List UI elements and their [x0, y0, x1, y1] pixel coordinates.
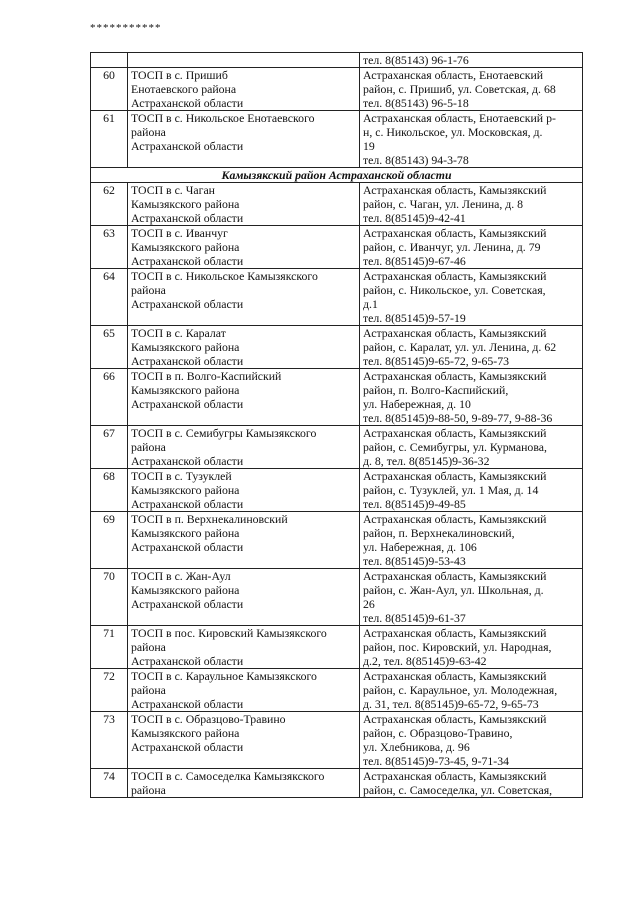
office-address-line: район, с. Чаган, ул. Ленина, д. 8	[363, 197, 524, 211]
office-name-line: района	[131, 125, 166, 139]
row-number: 60	[91, 68, 128, 111]
office-name-line: ТОСП в с. Каралат	[131, 326, 226, 340]
office-name-line: Камызякского района	[131, 197, 240, 211]
office-name-line: Астраханской области	[131, 354, 244, 368]
office-address-line: район, с. Тузуклей, ул. 1 Мая, д. 14	[363, 483, 539, 497]
office-name-line: ТОСП в с. Самоседелка Камызякского	[131, 769, 325, 783]
office-address-line: тел. 8(85145)9-57-19	[363, 311, 466, 325]
table-row	[91, 669, 583, 712]
office-name-line: ТОСП в п. Верхнекалиновский	[131, 512, 288, 526]
office-name-cell	[128, 68, 360, 111]
office-name-cell	[128, 669, 360, 712]
office-address-line: район, п. Верхнекалиновский,	[363, 526, 515, 540]
office-address-line: тел. 8(85143) 94-3-78	[363, 153, 469, 167]
office-name-line: ТОСП в с. Никольское Енотаевского	[131, 111, 315, 125]
office-name-line: Астраханской области	[131, 297, 244, 311]
region-title: Камызякский район Астраханской области	[91, 168, 583, 183]
table-row	[91, 569, 583, 626]
office-name-line: Астраханской области	[131, 497, 244, 511]
table-row	[91, 111, 583, 168]
office-name-cell	[128, 769, 360, 798]
row-number: 63	[91, 226, 128, 269]
table-row	[91, 626, 583, 669]
office-name-cell	[128, 512, 360, 569]
office-name-line: Астраханской области	[131, 597, 244, 611]
office-address-line: Астраханская область, Камызякский	[363, 712, 547, 726]
office-name-line: Камызякского района	[131, 726, 240, 740]
office-address-line: н, с. Никольское, ул. Московская, д.	[363, 125, 543, 139]
office-name-line: Камызякского района	[131, 383, 240, 397]
office-name-line: Камызякского района	[131, 526, 240, 540]
office-address-line: Астраханская область, Камызякский	[363, 626, 547, 640]
office-name-line: Астраханской области	[131, 697, 244, 711]
office-address-line: тел. 8(85145)9-65-72, 9-65-73	[363, 354, 510, 368]
office-name-line: Камызякского района	[131, 240, 240, 254]
office-address-line: д.1	[363, 297, 378, 311]
office-address-line: район, с. Самоседелка, ул. Советская,	[363, 783, 553, 797]
row-number: 62	[91, 183, 128, 226]
office-address-line: Астраханская область, Камызякский	[363, 469, 547, 483]
table-row	[91, 226, 583, 269]
office-name-line: ТОСП в с. Иванчуг	[131, 226, 228, 240]
office-address-line: Астраханская область, Камызякский	[363, 426, 547, 440]
office-address-cell	[360, 426, 583, 469]
office-address-line: ул. Набережная, д. 106	[363, 540, 477, 554]
row-number: 69	[91, 512, 128, 569]
office-address-line: район, с. Образцово-Травино,	[363, 726, 513, 740]
office-address-cell	[360, 769, 583, 798]
office-address-line: тел. 8(85145)9-67-46	[363, 254, 466, 268]
office-address-line: район, с. Каралат, ул. ул. Ленина, д. 62	[363, 340, 557, 354]
office-name-cell	[128, 712, 360, 769]
office-address-line: тел. 8(85145)9-42-41	[363, 211, 466, 225]
tosp-table	[90, 52, 583, 798]
office-address-line: тел. 8(85145)9-61-37	[363, 611, 466, 625]
table-row	[91, 183, 583, 226]
office-name-cell	[128, 53, 360, 68]
office-address-line: тел. 8(85143) 96-5-18	[363, 96, 469, 110]
office-name-line: ТОСП в п. Волго-Каспийский	[131, 369, 282, 383]
office-address-line: Астраханская область, Камызякский	[363, 669, 547, 683]
office-address-line: Астраханская область, Камызякский	[363, 269, 547, 283]
office-address-cell	[360, 569, 583, 626]
office-address-cell	[360, 469, 583, 512]
office-address-line: 26	[363, 597, 375, 611]
office-name-line: Астраханской области	[131, 654, 244, 668]
office-name-line: Астраханской области	[131, 96, 244, 110]
office-address-line: д.2, тел. 8(85145)9-63-42	[363, 654, 487, 668]
office-address-cell	[360, 512, 583, 569]
page-marker: ***********	[90, 22, 162, 34]
office-address-line: ул. Хлебникова, д. 96	[363, 740, 470, 754]
office-name-line: Камызякского района	[131, 583, 240, 597]
table-row	[91, 769, 583, 798]
office-address-line: район, с. Иванчуг, ул. Ленина, д. 79	[363, 240, 541, 254]
office-name-line: района	[131, 440, 166, 454]
office-address-cell	[360, 53, 583, 68]
office-name-cell	[128, 326, 360, 369]
row-number: 61	[91, 111, 128, 168]
region-header-row	[91, 168, 583, 183]
office-address-line: Астраханская область, Камызякский	[363, 226, 547, 240]
office-name-line: Астраханской области	[131, 540, 244, 554]
office-address-cell	[360, 369, 583, 426]
office-name-line: ТОСП в с. Тузуклей	[131, 469, 232, 483]
office-name-line: ТОСП в с. Пришиб	[131, 68, 228, 82]
table-row	[91, 712, 583, 769]
office-address-line: д. 8, тел. 8(85145)9-36-32	[363, 454, 490, 468]
office-address-line: тел. 8(85145)9-49-85	[363, 497, 466, 511]
office-name-cell	[128, 626, 360, 669]
office-name-cell	[128, 111, 360, 168]
row-number: 66	[91, 369, 128, 426]
office-address-line: район, с. Никольское, ул. Советская,	[363, 283, 546, 297]
row-number: 65	[91, 326, 128, 369]
office-name-line: Астраханской области	[131, 254, 244, 268]
office-address-cell	[360, 183, 583, 226]
office-address-line: тел. 8(85145)9-88-50, 9-89-77, 9-88-36	[363, 411, 553, 425]
office-name-cell	[128, 469, 360, 512]
row-number: 73	[91, 712, 128, 769]
office-name-line: Астраханской области	[131, 454, 244, 468]
office-name-line: ТОСП в с. Семибугры Камызякского	[131, 426, 317, 440]
office-address-line: Астраханская область, Камызякский	[363, 183, 547, 197]
office-address-cell	[360, 111, 583, 168]
office-name-line: ТОСП в пос. Кировский Камызякского	[131, 626, 327, 640]
office-name-line: Астраханской области	[131, 740, 244, 754]
table-row	[91, 426, 583, 469]
office-address-line: тел. 8(85143) 96-1-76	[363, 53, 469, 67]
office-name-cell	[128, 426, 360, 469]
office-address-line: Астраханская область, Енотаевский р-	[363, 111, 556, 125]
office-name-line: Астраханской области	[131, 211, 244, 225]
office-address-cell	[360, 712, 583, 769]
office-address-line: район, с. Караульное, ул. Молодежная,	[363, 683, 558, 697]
office-name-cell	[128, 226, 360, 269]
office-name-line: ТОСП в с. Никольское Камызякского	[131, 269, 318, 283]
office-address-line: д. 31, тел. 8(85145)9-65-72, 9-65-73	[363, 697, 539, 711]
office-name-cell	[128, 183, 360, 226]
table-row	[91, 269, 583, 326]
row-number: 64	[91, 269, 128, 326]
office-name-line: района	[131, 283, 166, 297]
office-address-line: Астраханская область, Енотаевский	[363, 68, 544, 82]
table-row-continued	[91, 53, 583, 68]
office-name-line: Астраханской области	[131, 139, 244, 153]
office-name-line: Камызякского района	[131, 483, 240, 497]
office-address-line: Астраханская область, Камызякский	[363, 512, 547, 526]
office-address-line: Астраханская область, Камызякский	[363, 326, 547, 340]
row-number: 74	[91, 769, 128, 798]
office-address-line: Астраханская область, Камызякский	[363, 369, 547, 383]
table-row	[91, 369, 583, 426]
office-name-line: ТОСП в с. Караульное Камызякского	[131, 669, 317, 683]
office-address-line: тел. 8(85145)9-73-45, 9-71-34	[363, 754, 510, 768]
office-address-cell	[360, 68, 583, 111]
office-address-cell	[360, 326, 583, 369]
office-address-line: район, пос. Кировский, ул. Народная,	[363, 640, 552, 654]
office-address-line: Астраханская область, Камызякский	[363, 569, 547, 583]
office-address-cell	[360, 269, 583, 326]
office-name-cell	[128, 369, 360, 426]
office-address-line: 19	[363, 139, 375, 153]
table-row	[91, 326, 583, 369]
row-number: 68	[91, 469, 128, 512]
office-name-line: района	[131, 640, 166, 654]
table-row	[91, 68, 583, 111]
office-address-line: район, п. Волго-Каспийский,	[363, 383, 509, 397]
office-name-line: Енотаевского района	[131, 82, 237, 96]
office-name-cell	[128, 269, 360, 326]
office-address-line: район, с. Пришиб, ул. Советская, д. 68	[363, 82, 556, 96]
row-number	[91, 53, 128, 68]
office-name-line: ТОСП в с. Образцово-Травино	[131, 712, 286, 726]
row-number: 72	[91, 669, 128, 712]
row-number: 71	[91, 626, 128, 669]
table-row	[91, 512, 583, 569]
row-number: 67	[91, 426, 128, 469]
office-address-line: район, с. Жан-Аул, ул. Школьная, д.	[363, 583, 544, 597]
office-name-cell	[128, 569, 360, 626]
table-row	[91, 469, 583, 512]
office-address-cell	[360, 669, 583, 712]
office-name-line: ТОСП в с. Чаган	[131, 183, 215, 197]
office-address-cell	[360, 626, 583, 669]
office-name-line: Камызякского района	[131, 340, 240, 354]
office-address-line: ул. Набережная, д. 10	[363, 397, 471, 411]
tosp-table-body	[91, 53, 583, 798]
row-number: 70	[91, 569, 128, 626]
office-name-line: района	[131, 783, 166, 797]
office-name-line: района	[131, 683, 166, 697]
office-address-line: район, с. Семибугры, ул. Курманова,	[363, 440, 547, 454]
office-address-cell	[360, 226, 583, 269]
office-name-line: ТОСП в с. Жан-Аул	[131, 569, 231, 583]
office-name-line: Астраханской области	[131, 397, 244, 411]
office-address-line: тел. 8(85145)9-53-43	[363, 554, 466, 568]
office-address-line: Астраханская область, Камызякский	[363, 769, 547, 783]
